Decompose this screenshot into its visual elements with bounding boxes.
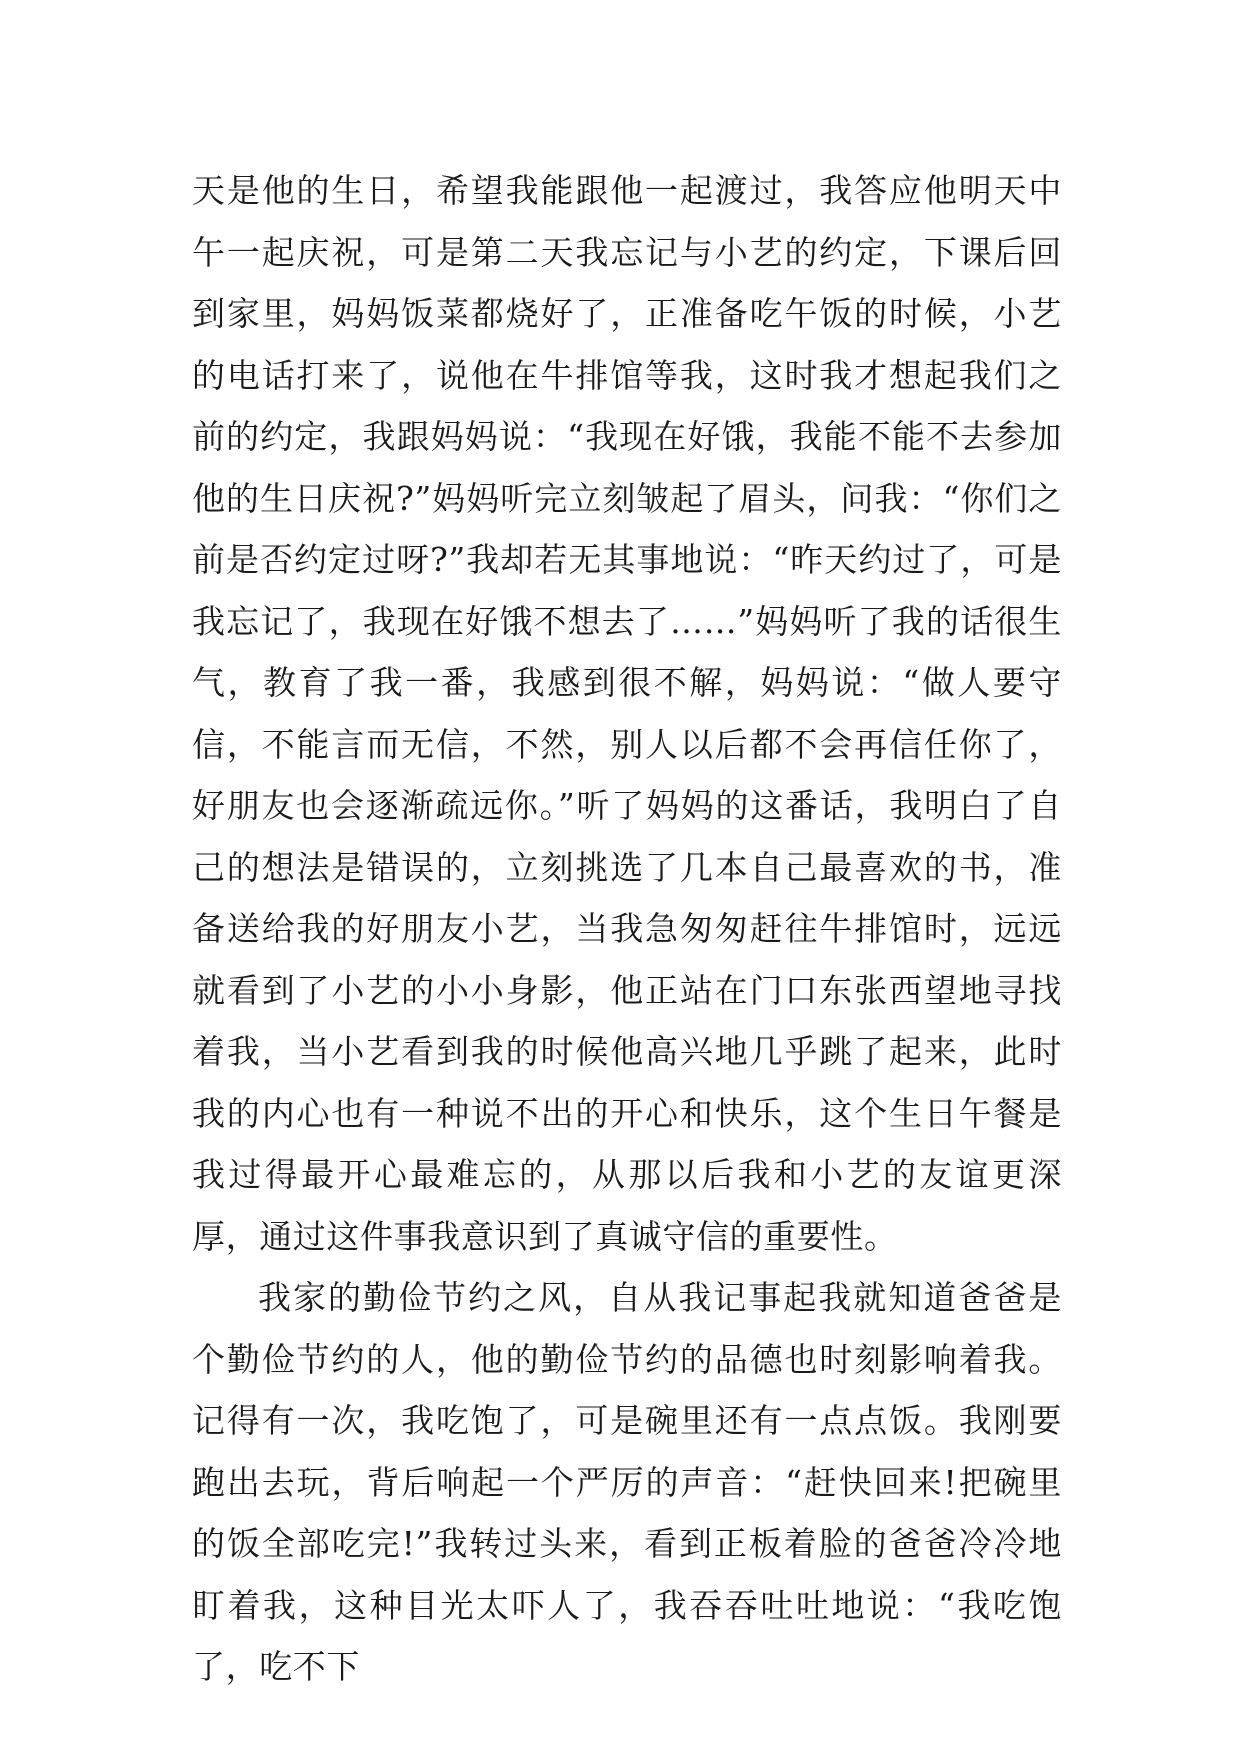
paragraph-2: 我家的勤俭节约之风，自从我记事起我就知道爸爸是个勤俭节约的人，他的勤俭节约的品德也时刻影响着我。记得有一次，我吃饱了，可是碗里还有一点点饭。我刚要跑出去玩，背后响起一个严厉的声音：“赶快回来!把碗里的饭全部吃完!”我转过头来，看到正板着脸的爸爸冷冷地盯着我，这种目光太吓人了，我吞吞吐吐地说：“我吃饱了，吃不下: [192, 1278, 1062, 1686]
paragraph-1: 天是他的生日，希望我能跟他一起渡过，我答应他明天中午一起庆祝，可是第二天我忘记与小艺的约定，下课后回到家里，妈妈饭菜都烧好了，正准备吃午饭的时候，小艺的电话打来了，说他在牛排馆等我，这时我才想起我们之前的约定，我跟妈妈说：“我现在好饿，我能不能不去参加他的生日庆祝?”妈妈听完立刻皱起了眉头，问我：“你们之前是否约定过呀?”我却若无其事地说：“昨天约过了，可是我忘记了，我现在好饿不想去了……”妈妈听了我的话很生气，教育了我一番，我感到很不解，妈妈说：“做人要守信，不能言而无信，不然，别人以后都不会再信任你了，好朋友也会逐渐疏远你。”听了妈妈的这番话，我明白了自己的想法是错误的，立刻挑选了几本自己最喜欢的书，准备送给我的好朋友小艺，当我急匆匆赶往牛排馆时，远远就看到了小艺的小小身影，他正站在门口东张西望地寻找着我，当小艺看到我的时候他高兴地几乎跳了起来，此时我的内心也有一种说不出的开心和快乐，这个生日午餐是我过得最开心最难忘的，从那以后我和小艺的友谊更深厚，通过这件事我意识到了真诚守信的重要性。: [192, 171, 1062, 1256]
document-body: [192, 160, 1062, 1698]
